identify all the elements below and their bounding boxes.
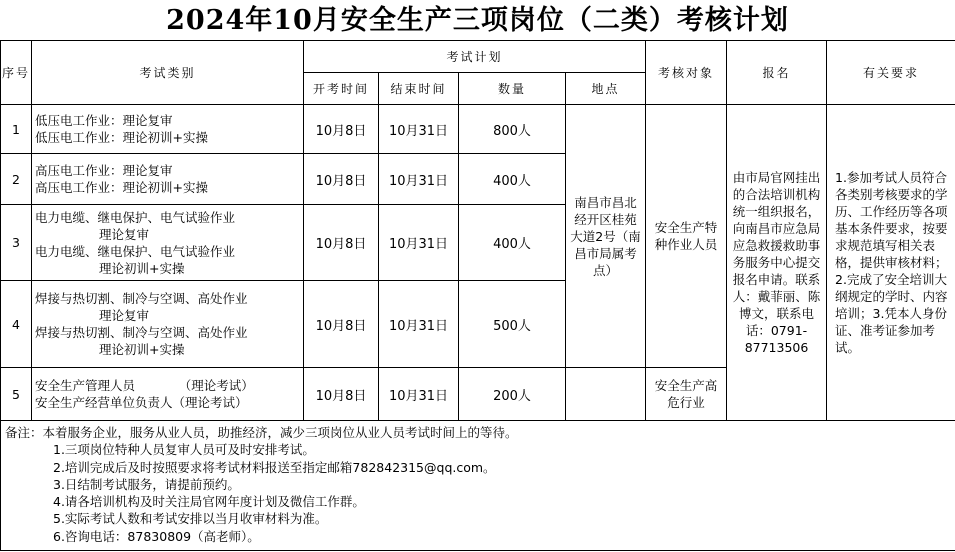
note-item: 3.日结制考试服务，请提前预约。 [53,476,240,492]
row-end: 10月31日 [379,368,459,421]
exam-plan-table [0,40,955,551]
table-row [1,105,955,154]
category-line: 理论复审 [99,308,150,323]
category-line: 高压电工作业：理论复审 [35,163,173,178]
page-title: 2024年10月安全生产三项岗位（二类）考核计划 [166,5,789,36]
header-plan: 考试计划 [304,41,646,73]
requirements-info: 1.参加考试人员符合各类别考核要求的学历、工作经历等各项基本条件要求，按要求规范填写相关表格，提供审核材料；2.完成了安全培训大纲规定的学时、内容培训；3.凭本人身份证、准考证参加考试。 [827,105,955,421]
header-start: 开考时间 [304,73,379,105]
row-start: 10月8日 [304,205,379,281]
header-seq: 序号 [1,41,32,105]
category-line: 理论初训+实操 [99,260,185,276]
row-quantity: 500人 [459,281,566,368]
category-line: 焊接与热切割、制冷与空调、高处作业 [35,291,248,306]
header-location: 地点 [566,73,646,105]
notes-row [1,421,955,551]
note-item: 4.请各培训机构及时关注局官网年度计划及微信工作群。 [53,494,365,510]
target-special: 安全生产特种作业人员 [646,105,727,368]
note-item: 6.咨询电话：87830809（高老师）。 [53,528,260,544]
category-line: 安全生产管理人员 （理论考试） [35,378,254,393]
header-requirements: 有关要求 [827,41,955,105]
row-seq: 3 [1,205,32,281]
row-end: 10月31日 [379,205,459,281]
note-item: 2.培训完成后及时按照要求将考试材料报送至指定邮箱782842315@qq.com。 [53,459,496,475]
row-quantity: 800人 [459,105,566,154]
row-seq: 5 [1,368,32,421]
location-blank [566,368,646,421]
note-item: 5.实际考试人数和考试安排以当月收审材料为准。 [53,511,328,527]
category-line: 低压电工作业：理论初训+实操 [35,130,208,145]
notes-intro: 备注：本着服务企业，服务从业人员，助推经济，减少三项岗位从业人员考试时间上的等待。 [5,425,518,440]
category-line: 理论复审 [99,226,150,242]
category-line: 电力电缆、继电保护、电气试验作业 [35,209,236,225]
row-quantity: 200人 [459,368,566,421]
header-quantity: 数量 [459,73,566,105]
category-line: 高压电工作业：理论初训+实操 [35,180,208,195]
row-seq: 4 [1,281,32,368]
row-seq: 2 [1,154,32,205]
row-end: 10月31日 [379,154,459,205]
row-start: 10月8日 [304,154,379,205]
header-target: 考核对象 [646,41,727,105]
header-register: 报名 [727,41,827,105]
category-line: 低压电工作业：理论复审 [35,113,173,128]
category-line: 电力电缆、继电保护、电气试验作业 [35,243,236,259]
row-category [32,205,304,281]
row-category [32,105,304,154]
row-seq: 1 [1,105,32,154]
category-line: 安全生产经营单位负责人（理论考试） [35,395,248,410]
registration-info: 由市局官网挂出的合法培训机构统一组织报名，向南昌市应急局应急救援救助事务服务中心提交报名申请。联系人：戴菲丽、陈博文，联系电话：0791-87713506 [727,105,827,421]
header-category: 考试类别 [32,41,304,105]
header-end: 结束时间 [379,73,459,105]
row-start: 10月8日 [304,368,379,421]
note-item: 1.三项岗位特种人员复审人员可及时安排考试。 [53,442,315,458]
row-category [32,281,304,368]
category-line: 焊接与热切割、制冷与空调、高处作业 [35,325,248,340]
row-start: 10月8日 [304,105,379,154]
row-quantity: 400人 [459,154,566,205]
row-quantity: 400人 [459,205,566,281]
row-end: 10月31日 [379,105,459,154]
target-high-risk: 安全生产高危行业 [646,368,727,421]
row-start: 10月8日 [304,281,379,368]
location-cell: 南昌市昌北经开区桂苑大道2号（南昌市局属考点） [566,105,646,368]
header-row-1 [1,41,955,73]
row-category [32,154,304,205]
row-category [32,368,304,421]
row-end: 10月31日 [379,281,459,368]
category-line: 理论初训+实操 [99,342,185,357]
notes [1,421,955,551]
